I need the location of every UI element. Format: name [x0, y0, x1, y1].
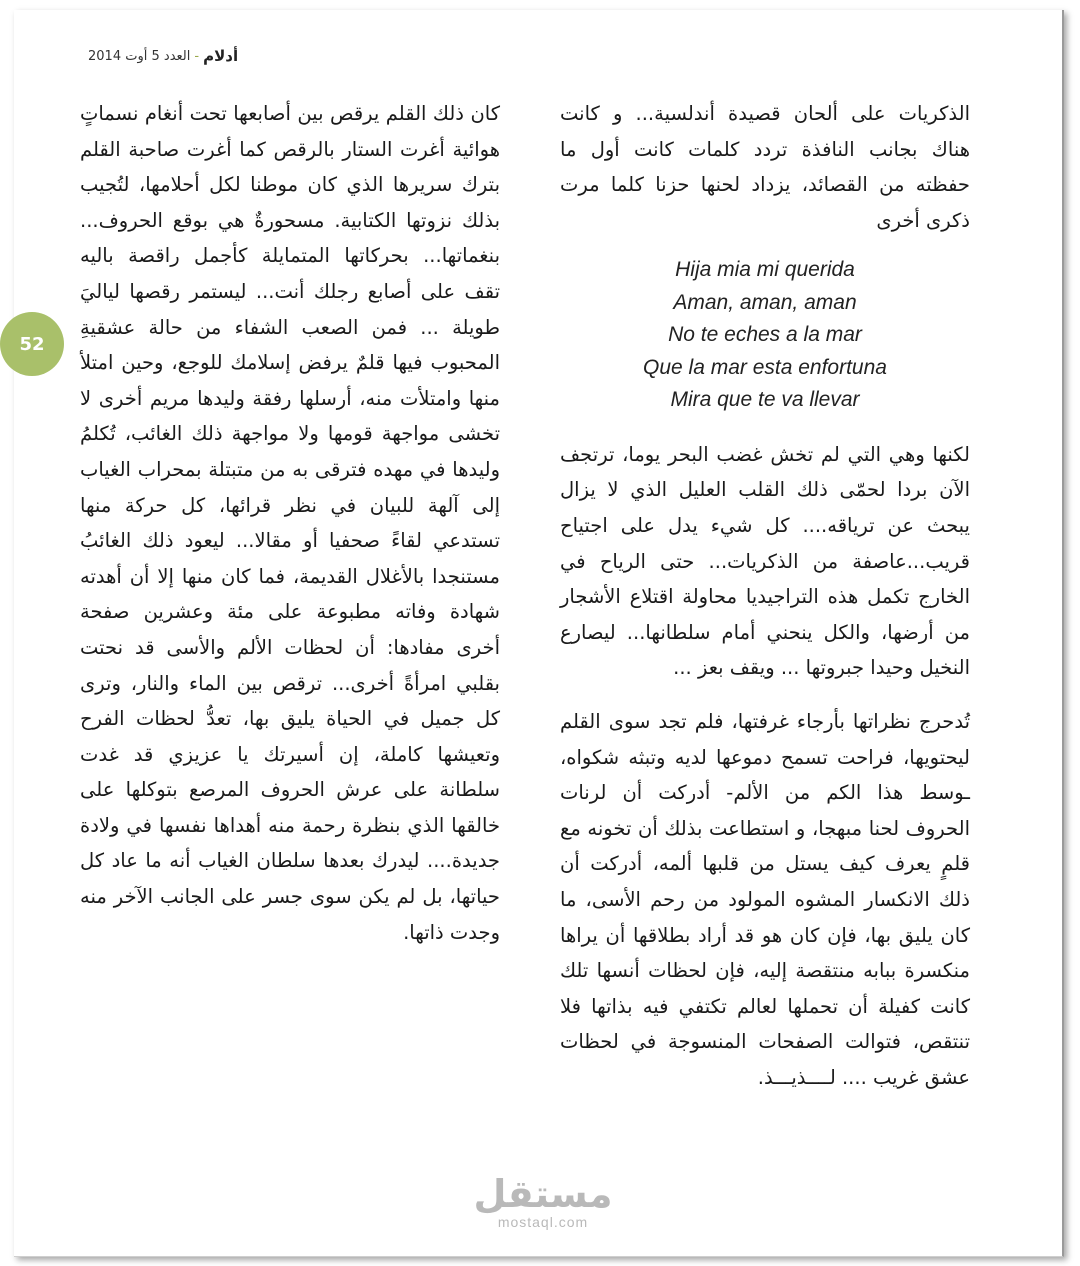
header-separator: -: [194, 48, 200, 64]
magazine-title: أدلام: [203, 47, 239, 65]
storm-paragraph: لكنها وهي التي لم تخش غضب البحر يوما، ترتجف الآن بردا لحمّى ذلك القلب العليل الذي لا يزال يبحث عن ترياقه.... كل شيء يدل على اجتياح قريب...عاصفة من الذكريات... حتى الرياح في الخارج تكمل هذه التراجيديا محاولة اقتلاع الأشجار من أرضها، والكل ينحني أمام سلطانها... ليصارع النخيل وحيدا جبروتها ... ويقف بعز ...: [560, 442, 970, 680]
page-number: 52: [19, 333, 45, 355]
watermark-site: mostaql.com: [497, 1214, 589, 1230]
intro-paragraph: الذكريات على ألحان قصيدة أندلسية... و كانت هناك بجانب النافذة تردد كلمات كانت أول ما حفظته من القصائد، يزداد لحنها حزنا كلما مرت ذكرى أخرى: [560, 102, 970, 232]
pen-paragraph: تُدحرج نظراتها بأرجاء غرفتها، فلم تجد سوى القلم ليحتويها، فراحت تسمح دموعها لديه وتبثه شكواه، ـوسط هذا الكم من الألم- أدركت أن لرنات الحروف لحنا مبهجا، و استطاعت بذلك أن تخونه مع قلمٍ يعرف كيف يستل من قلبها ألمه، أدركت أن ذلك الانكسار المشوه المولود من رحم الأسى، ما كان يليق بها، فإن كان هو قد أراد بطلاقها أن يراها منكسرة ببابه منتقصة إليه، فإن لحظات أنسها تلك كانت كفيلة أن تحملها لعالم تكتفي فيه بذاتها فلا تنتقص، فتوالت الصفحات المنسوجة في لحظات عشق غريب .... لــــذيـــذ.: [560, 710, 970, 1089]
right-column: [560, 96, 970, 1096]
poem-line: Mira que te va llevar: [670, 388, 860, 412]
poem-line: Que la mar esta enfortuna: [643, 355, 887, 379]
left-column: [80, 96, 500, 950]
page-header: [88, 44, 238, 68]
page-number-badge: [0, 312, 64, 376]
ladino-poem: [560, 254, 970, 417]
watermark-logo: مستقل: [473, 1172, 613, 1216]
left-paragraph: كان ذلك القلم يرقص بين أصابعها تحت أنغام نسماتٍ هوائية أغرت الستار بالرقص كما أغرت صاحبة القلم بترك سريرها الذي كان موطنا لكل أحلامها، لتُجيب بذلك نزوتها الكتابية. مسحورةٌ هي بوقع الحروف... بنغماتها... بحركاتها المتمايلة كأجمل راقصة باليه تقف على أصابع رجلك أنت... ليستمر رقصها لياليَ طويلة ... فمن الصعب الشفاء من حالة عشقيةِ المحبوب فيها قلمٌ يرفض إسلامك للوجع، وحين امتلأ منها وامتلأت منه، أرسلها رفقة وليدها مريم أخرى لا تخشى مواجهة قومها ولا مواجهة ذلك الغائب، تُكلمُ وليدها في مهده فترقى به من متبتلة بمحراب الغياب إلى آلهة للبيان في نظر قرائها، كل حركة منها تستدعي لقاءً صحفيا أو مقالا... ليعود ذلك الغائبُ مستنجدا بالأغلال القديمة، فما كان منها إلا أن أهدته شهادة وفاته مطبوعة على مئة وعشرين صفحة أخرى مفادها: أن لحظات الألم والأسى قد نحتت بقلبي امرأةً أخرى... ترقص بين الماء والنار، وترى كل جميل في الحياة يليق بها، تعدُّ لحظات الفرح وتعيشها كاملة، إن أسيرتك يا عزيزي قد غدت سلطانة على عرش الحروف المرصع بتوكلها على خالقها الذي بنظرة رحمة منه أهداها نفسها في ولادة جديدة.... ليدرك بعدها سلطان الغياب أنه ما عاد كل حياتها، بل لم يكن سوى جسر على الجانب الآخر منه وجدت ذاتها.: [80, 102, 500, 944]
issue-info: العدد 5 أوت 2014: [88, 48, 191, 64]
poem-line: Hija mia mi querida: [675, 258, 855, 282]
mostaql-watermark: [468, 1174, 618, 1230]
poem-line: No te eches a la mar: [668, 323, 862, 347]
poem-line: Aman, aman, aman: [673, 290, 857, 314]
